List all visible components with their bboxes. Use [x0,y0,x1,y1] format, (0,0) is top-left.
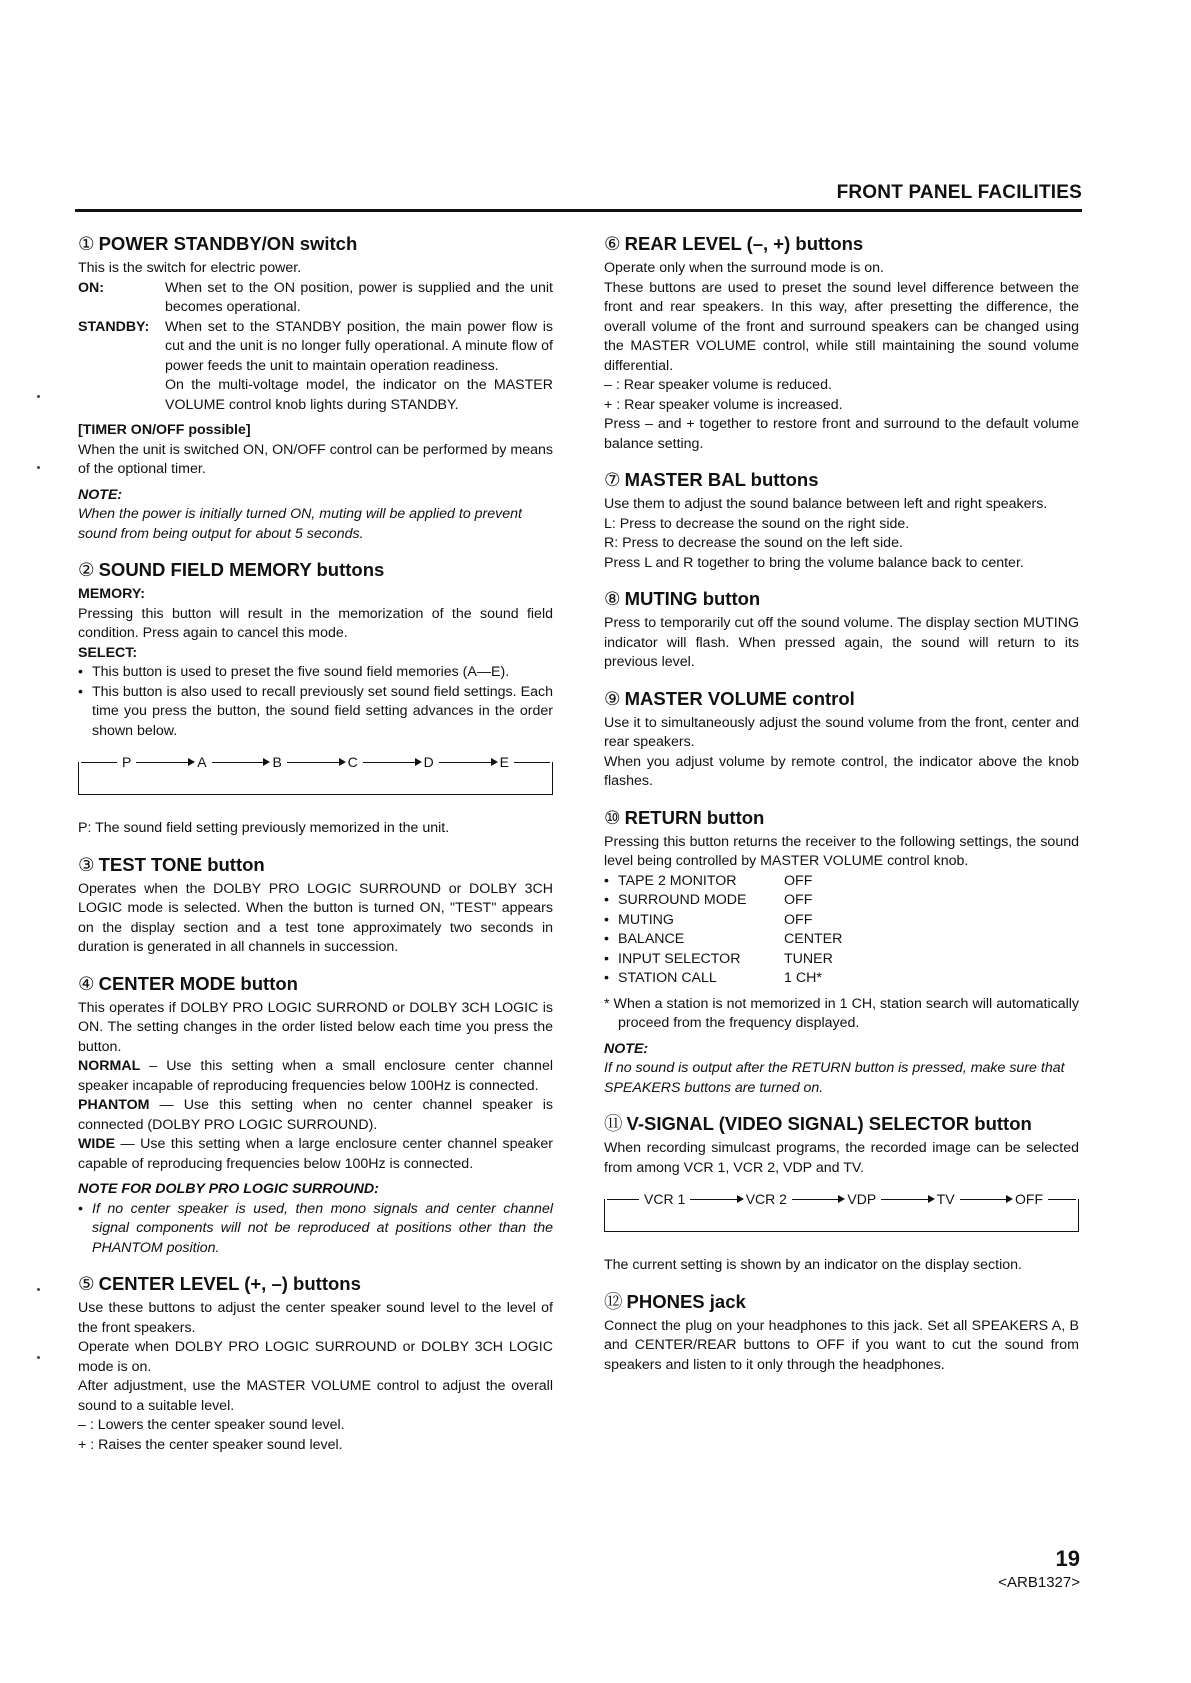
plus-line: + : Rear speaker volume is increased. [604,396,843,413]
section-title: RETURN button [624,806,765,828]
setting-value: OFF [784,892,813,908]
sound-field-flow-diagram [78,753,553,795]
subheading: [TIMER ON/OFF possible] [78,422,251,438]
flow-step: E [499,754,509,770]
page-header-title: FRONT PANEL FACILITIES [836,182,1082,203]
document-code: <ARB1327> [998,1574,1080,1591]
paragraph: Operate only when the surround mode is on. [604,260,884,276]
section-title: MASTER VOLUME control [624,687,855,709]
section-number: ⑫ [604,1290,623,1312]
paragraph: Press to temporarily cut off the sound volume. The display section MUTING indicator will flash. When pressed again, the sound will return to its previous level. [604,615,1079,670]
subheading: MEMORY: [78,586,145,602]
setting-value: OFF [784,872,813,889]
paragraph: When recording simulcast programs, the recorded image can be selected from among VCR 1, VCR 2, VDP and TV. [604,1140,1079,1176]
asterisk-note: * When a station is not memorized in 1 CH, station search will automatically proceed from the frequency displayed. [604,995,1079,1031]
section-v-signal-selector [604,1112,1079,1276]
note-text: If no sound is output after the RETURN button is pressed, make sure that SPEAKERS buttons are turned on. [604,1060,1065,1096]
setting-value: 1 CH* [784,970,822,986]
flow-step: D [423,754,434,770]
section-return [604,806,1079,1099]
flow-step: TV [936,1191,955,1207]
section-intro: This is the switch for electric power. [78,260,302,276]
definition-term: ON: [78,279,105,296]
section-title: TEST TONE button [98,853,265,875]
right-column [604,232,1079,1389]
definition-desc: When set to the ON position, power is supplied and the unit becomes operational. [165,279,553,315]
minus-line: – : Lowers the center speaker sound level. [78,1417,345,1433]
definition-term: STANDBY: [78,318,150,335]
setting-name: • STATION CALL [604,970,717,986]
section-number: ⑪ [604,1113,623,1134]
note-title: NOTE: [604,1040,649,1057]
flow-step: VCR 1 [644,1191,686,1207]
setting-name: • SURROUND MODE [604,892,747,908]
section-number: ② [78,559,95,580]
note-text: When the power is initially turned ON, muting will be applied to prevent sound from being output for about 5 seconds. [78,506,522,542]
section-number: ⑧ [604,588,621,609]
bullet-item: • This button is also used to recall previously set sound field settings. Each time you press the button, the sound field setting advances in the order shown below. [78,683,553,739]
section-number: ⑥ [604,233,621,254]
r-line: R: Press to decrease the sound on the left side. [604,535,903,551]
section-master-bal [604,468,1079,573]
definition-desc: On the multi-voltage model, the indicator on the MASTER VOLUME control knob lights during STANDBY. [165,377,553,413]
flow-step: OFF [1015,1191,1044,1207]
paragraph: These buttons are used to preset the sound level difference between the front and rear speakers. In this way, after presetting the difference, the overall volume of the front and surround speakers can be changed using the MASTER VOLUME control, while still maintaining the sound volume differential. [604,279,1079,374]
definition-on [78,279,553,318]
mode-term: WIDE [78,1136,116,1152]
flow-footnote: P: The sound field setting previously memorized in the unit. [78,820,450,836]
setting-value: CENTER [784,931,843,947]
paragraph: Use it to simultaneously adjust the sound volume from the front, center and rear speakers. [604,714,1079,750]
paragraph: When you adjust volume by remote control, the indicator above the knob flashes. [604,753,1079,789]
scan-speck [37,466,40,469]
mode-term: PHANTOM [78,1097,150,1113]
flow-footnote: The current setting is shown by an indicator on the display section. [604,1257,1022,1273]
flow-step: B [272,754,282,770]
setting-name: • TAPE 2 MONITOR [604,872,737,889]
page-number: 19 [1055,1546,1080,1571]
section-title: SOUND FIELD MEMORY buttons [98,559,385,580]
section-number: ⑩ [604,806,621,828]
flow-step: VDP [847,1191,877,1207]
section-center-level [78,1272,553,1455]
section-title: POWER STANDBY/ON switch [98,233,358,254]
mode-term: NORMAL [78,1058,141,1074]
section-title: V-SIGNAL (VIDEO SIGNAL) SELECTOR button [626,1113,1032,1134]
mode-desc: — Use this setting when no center channel speaker is connected (DOLBY PRO LOGIC SURROUND). [78,1097,553,1133]
section-number: ① [78,233,95,254]
paragraph: Pressing this button will result in the memorization of the sound field condition. Press again to cancel this mode. [78,605,553,641]
section-number: ⑦ [604,469,621,490]
paragraph: Pressing this button returns the receiver to the following settings, the sound level being controlled by MASTER VOLUME control knob. [604,833,1079,869]
subheading: SELECT: [78,644,138,661]
section-phones-jack [604,1290,1079,1376]
left-column [78,232,553,1469]
setting-value: OFF [784,911,813,928]
l-line: L: Press to decrease the sound on the right side. [604,515,910,532]
paragraph: Operates when the DOLBY PRO LOGIC SURROUND or DOLBY 3CH LOGIC mode is selected. When the button is turned ON, "TEST" appears on the display section and a test tone approximately two seconds in duration is generated in all channels in succession. [78,880,553,955]
bullet-item: • This button is used to preset the five sound field memories (A—E). [78,664,510,680]
section-title: MUTING button [624,588,761,609]
definition-desc: When set to the STANDBY position, the main power flow is cut and the unit is no longer fully operational. A minute flow of power feeds the unit to maintain operation readiness. [165,318,553,374]
mode-desc: – Use this setting when a small enclosure center channel speaker incapable of reproducing frequencies below 100Hz is connected. [78,1058,553,1094]
setting-name: • BALANCE [604,931,685,947]
paragraph: When the unit is switched ON, ON/OFF control can be performed by means of the optional timer. [78,441,553,477]
flow-step: VCR 2 [745,1191,787,1207]
scan-speck [37,395,40,398]
video-signal-flow-diagram [604,1190,1079,1232]
paragraph: Operate when DOLBY PRO LOGIC SURROUND or DOLBY 3CH LOGIC mode is on. [78,1339,553,1375]
flow-step: C [347,754,358,770]
paragraph: This operates if DOLBY PRO LOGIC SURROND or DOLBY 3CH LOGIC is ON. The setting changes in the order listed below each time you press the button. [78,999,553,1055]
definition-standby [78,318,553,416]
section-number: ⑨ [604,687,621,709]
note-title: NOTE FOR DOLBY PRO LOGIC SURROUND: [78,1181,379,1197]
setting-name: • MUTING [604,911,674,928]
section-muting [604,587,1079,673]
section-rear-level [604,232,1079,454]
note-bullet: • If no center speaker is used, then mono signals and center channel signal components will not be reproduced at positions other than the PHANTOM position. [78,1200,553,1256]
paragraph: Connect the plug on your headphones to this jack. Set all SPEAKERS A, B and CENTER/REAR buttons to OFF if you want to cut the sound from speakers and listen to it only through the headphones. [604,1317,1079,1373]
setting-name: • INPUT SELECTOR [604,950,741,967]
scan-speck [37,1288,40,1291]
flow-step: A [197,754,207,770]
note-title: NOTE: [78,486,123,503]
paragraph: Press – and + together to restore front and surround to the default volume balance setting. [604,416,1079,452]
setting-value: TUNER [784,950,833,967]
paragraph: Use them to adjust the sound balance between left and right speakers. [604,496,1048,512]
section-center-mode [78,972,553,1259]
section-title: PHONES jack [626,1290,746,1312]
plus-line: + : Raises the center speaker sound level. [78,1436,343,1453]
paragraph: After adjustment, use the MASTER VOLUME control to adjust the overall sound to a suitable level. [78,1378,553,1414]
paragraph: Press L and R together to bring the volume balance back to center. [604,554,1024,571]
header-rule [75,209,1082,212]
mode-desc: — Use this setting when a large enclosure center channel speaker capable of reproducing frequencies below 100Hz is connected. [78,1136,553,1172]
section-number: ③ [78,853,95,875]
return-settings-table [604,872,1079,989]
section-title: CENTER LEVEL (+, –) buttons [98,1273,361,1294]
paragraph: Use these buttons to adjust the center speaker sound level to the level of the front speakers. [78,1300,553,1336]
section-number: ⑤ [78,1273,95,1294]
section-sound-field-memory [78,558,553,839]
minus-line: – : Rear speaker volume is reduced. [604,377,832,393]
section-title: REAR LEVEL (–, +) buttons [624,233,864,254]
section-number: ④ [78,972,95,994]
flow-step: P [122,754,132,770]
section-title: MASTER BAL buttons [624,469,819,490]
section-power-standby [78,232,553,544]
section-test-tone [78,853,553,958]
section-master-volume [604,687,1079,792]
scan-speck [37,1356,40,1359]
section-title: CENTER MODE button [98,972,298,994]
